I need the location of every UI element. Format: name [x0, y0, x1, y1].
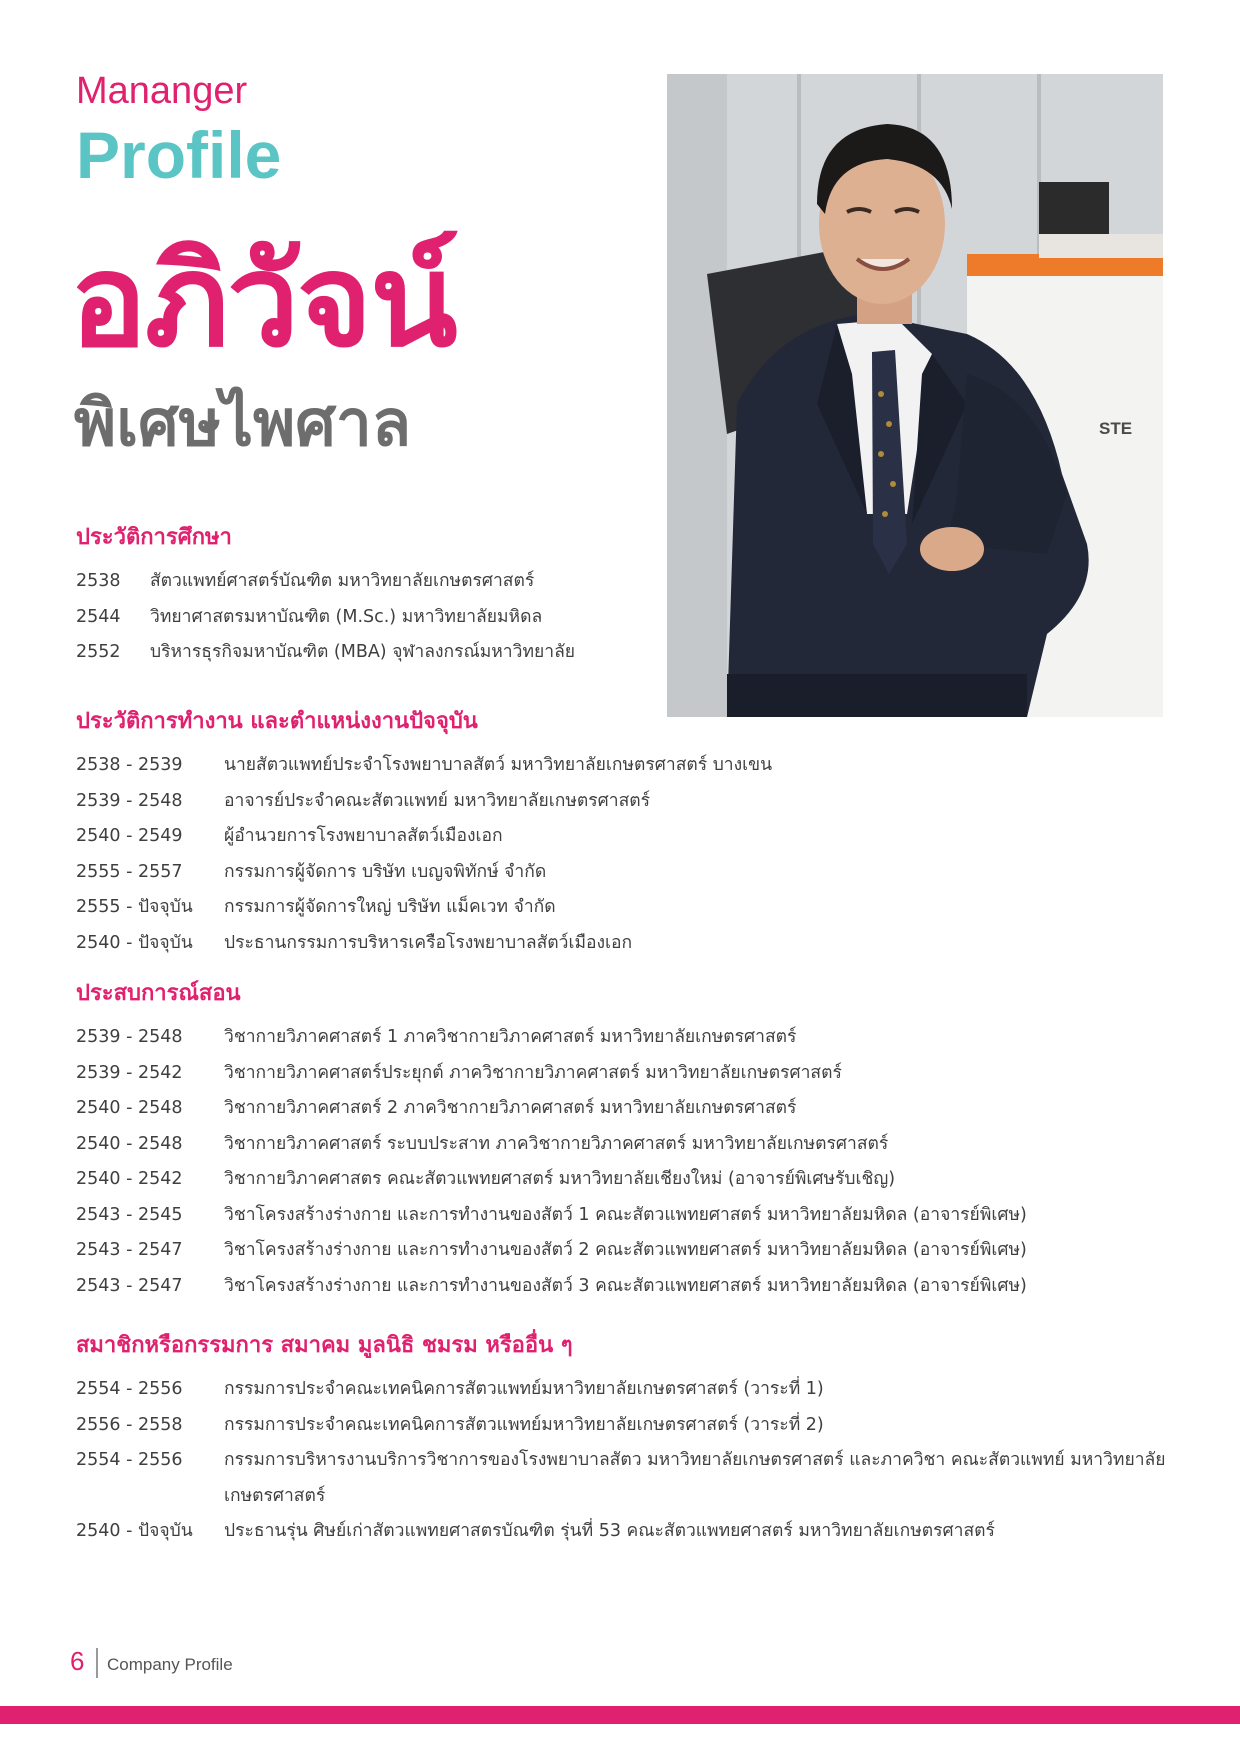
list-item-text: วิชาโครงสร้างร่างกาย และการทำงานของสัตว์ 1 คณะสัตวแพทยศาสตร์ มหาวิทยาลัยมหิดล (อาจารย์พิเศษ) [224, 1204, 1027, 1225]
list-item-year: 2540 - ปัจจุบัน [76, 1521, 193, 1541]
list-item-text: กรรมการบริหารงานบริการวิชาการของโรงพยาบาลสัตว มหาวิทยาลัยเกษตรศาสตร์ และภาควิชา คณะสัตวแพทย์ มหาวิทยาลัยเกษตรศาสตร์ [224, 1450, 1166, 1506]
list-item [76, 1514, 1166, 1550]
work-section [76, 706, 1166, 961]
list-item-text: วิชาโครงสร้างร่างกาย และการทำงานของสัตว์ 3 คณะสัตวแพทยศาสตร์ มหาวิทยาลัยมหิดล (อาจารย์พิเศษ) [224, 1275, 1027, 1296]
list-item-year: 2540 - 2548 [76, 1098, 183, 1118]
list-item-year: 2544 [76, 606, 121, 627]
list-item [76, 1408, 1166, 1444]
header-title: Profile [76, 118, 282, 192]
list-item [76, 1056, 1166, 1092]
list-item-year: 2556 - 2558 [76, 1414, 183, 1435]
list-item [76, 1198, 1166, 1234]
footer-bar [0, 1706, 1240, 1724]
list-item-text: วิชาโครงสร้างร่างกาย และการทำงานของสัตว์ 2 คณะสัตวแพทยศาสตร์ มหาวิทยาลัยมหิดล (อาจารย์พิเศษ) [224, 1240, 1027, 1260]
list-item-text: วิชากายวิภาคศาสตร์ประยุกต์ ภาควิชากายวิภาคศาสตร์ มหาวิทยาลัยเกษตรศาสตร์ [224, 1062, 842, 1083]
list-item-text: ประธานกรรมการบริหารเครือโรงพยาบาลสัตว์เมืองเอก [224, 932, 633, 953]
page-number: 6 [70, 1646, 85, 1676]
work-heading: ประวัติการทำงาน และตำแหน่งงานปัจจุบัน [76, 709, 478, 734]
list-item-year: 2555 - 2557 [76, 861, 183, 882]
list-item [76, 1233, 1166, 1269]
list-item-text: สัตวแพทย์ศาสตร์บัณฑิต มหาวิทยาลัยเกษตรศาสตร์ [150, 571, 535, 591]
list-item-text: ประธานรุ่น ศิษย์เก่าสัตวแพทยศาสตรบัณฑิต รุ่นที่ 53 คณะสัตวแพทยศาสตร์ มหาวิทยาลัยเกษตรศาสตร์ [224, 1521, 995, 1541]
membership-heading: สมาชิกหรือกรรมการ สมาคม มูลนิธิ ชมรม หรืออื่น ๆ [76, 1333, 573, 1358]
list-item [76, 784, 1166, 820]
list-item [76, 819, 1166, 855]
list-item [76, 748, 1166, 784]
teaching-heading: ประสบการณ์สอน [76, 981, 241, 1006]
last-name: พิเศษไพศาล [74, 387, 412, 461]
list-item-text: อาจารย์ประจำคณะสัตวแพทย์ มหาวิทยาลัยเกษตรศาสตร์ [224, 790, 651, 811]
list-item-text: กรรมการประจำคณะเทคนิคการสัตวแพทย์มหาวิทยาลัยเกษตรศาสตร์ (วาระที่ 1) [224, 1379, 824, 1399]
list-item [76, 1162, 1166, 1198]
education-heading: ประวัติการศึกษา [76, 525, 232, 550]
svg-text:STE: STE [1099, 419, 1133, 438]
list-item [76, 1269, 1166, 1305]
list-item [76, 890, 1166, 926]
list-item [76, 1443, 1166, 1514]
list-item-text: วิชากายวิภาคศาสตร์ 2 ภาควิชากายวิภาคศาสตร์ มหาวิทยาลัยเกษตรศาสตร์ [224, 1098, 797, 1118]
list-item [76, 564, 1166, 600]
footer-label: Company Profile [107, 1655, 233, 1674]
education-section [76, 522, 1166, 671]
list-item [76, 1020, 1166, 1056]
list-item-year: 2552 [76, 642, 121, 662]
list-item-text: กรรมการผู้จัดการ บริษัท เบญจพิทักษ์ จำกัด [224, 861, 547, 882]
list-item-text: วิชากายวิภาคศาสตร์ 1 ภาควิชากายวิภาคศาสตร์ มหาวิทยาลัยเกษตรศาสตร์ [224, 1027, 797, 1047]
list-item-year: 2539 - 2548 [76, 790, 183, 811]
list-item-text: กรรมการประจำคณะเทคนิคการสัตวแพทย์มหาวิทยาลัยเกษตรศาสตร์ (วาระที่ 2) [224, 1414, 824, 1435]
list-item [76, 635, 1166, 671]
list-item-text: วิชากายวิภาคศาสตร คณะสัตวแพทยศาสตร์ มหาวิทยาลัยเชียงใหม่ (อาจารย์พิเศษรับเชิญ) [224, 1169, 896, 1189]
membership-section [76, 1330, 1166, 1550]
list-item-year: 2540 - 2549 [76, 826, 183, 846]
list-item-year: 2540 - 2542 [76, 1169, 183, 1189]
list-item-year: 2539 - 2542 [76, 1062, 183, 1083]
list-item-year: 2554 - 2556 [76, 1379, 183, 1399]
list-item-text: วิทยาศาสตรมหาบัณฑิต (M.Sc.) มหาวิทยาลัยมหิดล [150, 606, 543, 627]
header-kicker: Mananger [76, 70, 248, 112]
list-item-text: บริหารธุรกิจมหาบัณฑิต (MBA) จุฬาลงกรณ์มหาวิทยาลัย [150, 642, 576, 662]
list-item-year: 2538 - 2539 [76, 755, 183, 775]
first-name: อภิวัจน์ [70, 227, 456, 376]
list-item-year: 2539 - 2548 [76, 1027, 183, 1047]
list-item-year: 2543 - 2545 [76, 1204, 183, 1225]
teaching-section [76, 978, 1166, 1304]
list-item-year: 2538 [76, 571, 121, 591]
list-item-year: 2554 - 2556 [76, 1450, 183, 1470]
list-item-text: ผู้อำนวยการโรงพยาบาลสัตว์เมืองเอก [224, 826, 503, 846]
list-item [76, 855, 1166, 891]
list-item-text: วิชากายวิภาคศาสตร์ ระบบประสาท ภาควิชากายวิภาคศาสตร์ มหาวิทยาลัยเกษตรศาสตร์ [224, 1133, 889, 1154]
list-item-year: 2555 - ปัจจุบัน [76, 897, 193, 917]
list-item-year: 2543 - 2547 [76, 1240, 183, 1260]
list-item [76, 1127, 1166, 1163]
list-item-year: 2540 - ปัจจุบัน [76, 932, 193, 953]
list-item-text: นายสัตวแพทย์ประจำโรงพยาบาลสัตว์ มหาวิทยาลัยเกษตรศาสตร์ บางเขน [224, 755, 773, 775]
list-item [76, 1091, 1166, 1127]
list-item [76, 1372, 1166, 1408]
list-item-text: กรรมการผู้จัดการใหญ่ บริษัท แม็คเวท จำกัด [224, 897, 556, 917]
footer-divider [96, 1648, 98, 1678]
list-item-year: 2543 - 2547 [76, 1275, 183, 1296]
list-item [76, 600, 1166, 636]
list-item [76, 926, 1166, 962]
list-item-year: 2540 - 2548 [76, 1133, 183, 1154]
